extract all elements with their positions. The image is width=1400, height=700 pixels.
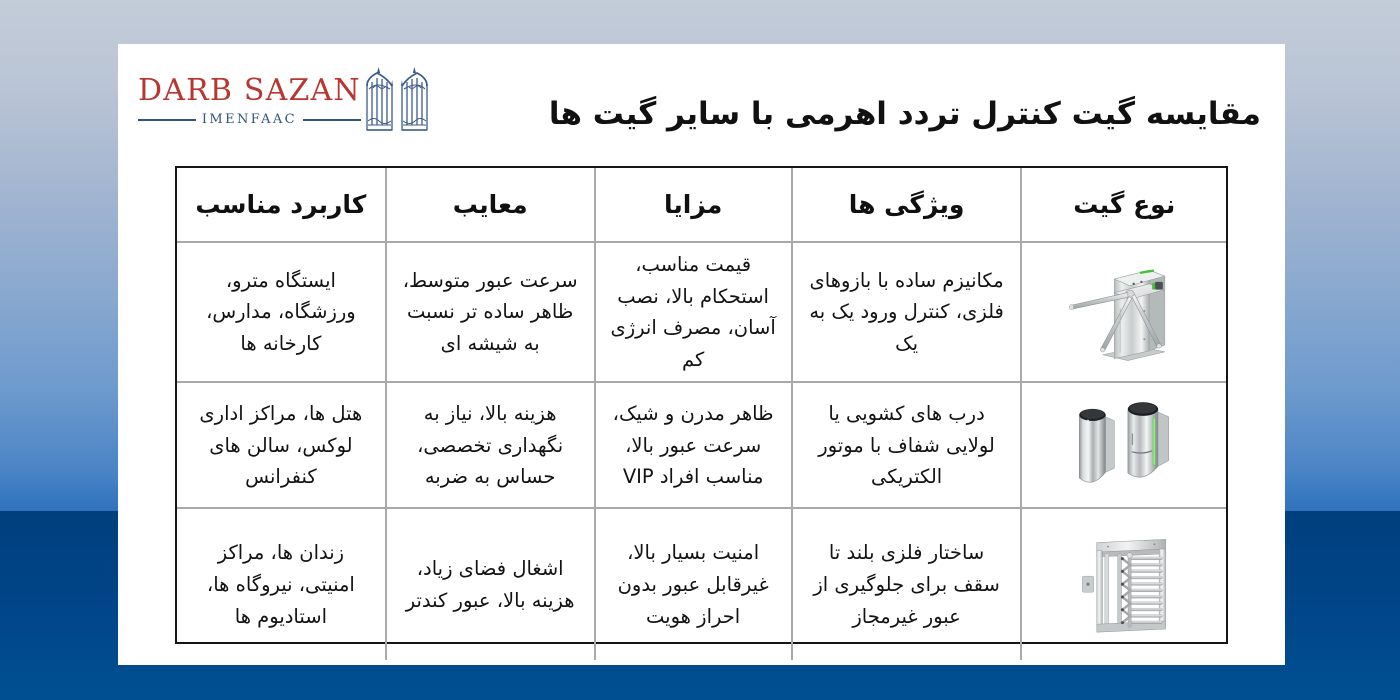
gate-type-cell [1021,242,1226,382]
brand-rule-left [138,119,196,121]
gate-image-alt [1123,368,1124,369]
column-header-features: ویژگی ها [792,168,1022,242]
gate-comparison-table [175,166,1228,644]
features-cell: ساختار فلزی بلند تا سقف برای جلوگیری از عبور غیرمجاز [792,508,1022,660]
tripod-turnstile-image [1032,256,1216,368]
card-header [118,44,1285,154]
table-row [177,382,1226,508]
cons-cell: سرعت عبور متوسط، ظاهر ساده تر نسبت به شیشه ای [386,242,595,382]
table-row [177,508,1226,660]
column-header-gate-type: نوع گیت [1021,168,1226,242]
pros-cell: امنیت بسیار بالا، غیرقابل عبور بدون احراز هویت [595,508,792,660]
column-header-pros: مزایا [595,168,792,242]
table-header-row [177,168,1226,242]
pros-cell: ظاهر مدرن و شیک، سرعت عبور بالا، مناسب افراد VIP [595,382,792,508]
features-cell: مکانیزم ساده با بازوهای فلزی، کنترل ورود یک به یک [792,242,1022,382]
column-header-cons: معایب [386,168,595,242]
use-cases-cell: ایستگاه مترو، ورزشگاه، مدارس، کارخانه ها [177,242,386,382]
column-header-use-cases: کاربرد مناسب [177,168,386,242]
brand-subtitle-row [138,112,361,127]
brand-wordmark [138,72,361,128]
brand-rule-right [303,119,361,121]
brand-name: DARB SAZAN [138,72,361,108]
features-cell: درب های کشویی یا لولایی شفاف با موتور الکتریکی [792,382,1022,508]
use-cases-cell: هتل ها، مراکز اداری لوکس، سالن های کنفرانس [177,382,386,508]
page-title: مقایسه گیت کنترل تردد اهرمی با سایر گیت ها [548,95,1261,132]
ornate-gate-icon [361,64,433,138]
cons-cell: هزینه بالا، نیاز به نگهداری تخصصی، حساس به ضربه [386,382,595,508]
content-card [118,44,1285,665]
gate-type-cell [1021,382,1226,508]
brand-logo [138,61,408,141]
gate-image-alt [1123,501,1124,502]
table-row [177,242,1226,382]
full-height-turnstile-image [1032,529,1216,641]
brand-subtitle: IMENFAAC [201,112,297,128]
use-cases-cell: زندان ها، مراکز امنیتی، نیروگاه ها، استادیوم ها [206,541,355,628]
pros-cell: قیمت مناسب، استحکام بالا، نصب آسان، مصرف انرژی کم [595,242,792,382]
speed-gate-image [1032,389,1216,501]
gate-type-cell [1021,508,1226,660]
cons-cell: اشغال فضای زیاد، هزینه بالا، عبور کندتر [386,508,595,660]
